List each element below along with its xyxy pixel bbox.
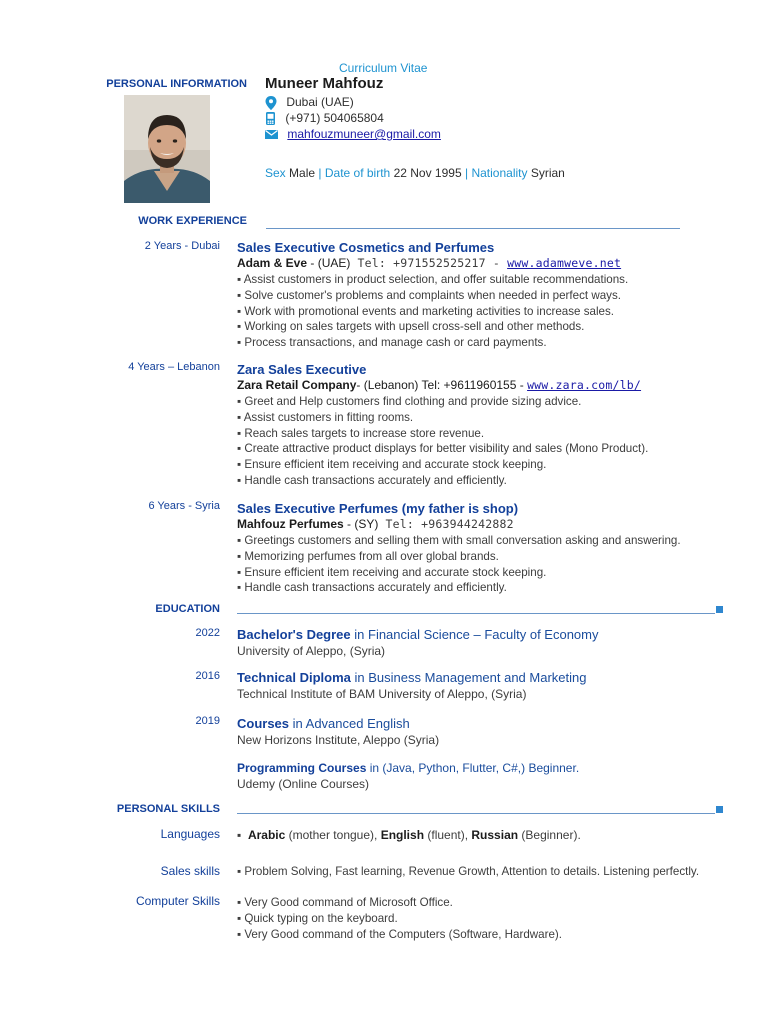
job-title: Sales Executive Cosmetics and Perfumes <box>237 240 495 255</box>
list-item: ▪ Greetings customers and selling them with small conversation asking and answering. <box>237 534 681 547</box>
job-duties-list <box>237 394 648 489</box>
computer-skills-list <box>237 895 562 942</box>
full-name: Muneer Mahfouz <box>265 75 384 92</box>
nationality-label: Nationality <box>471 166 528 180</box>
bullet: ▪ <box>237 828 242 842</box>
document-title: Curriculum Vitae <box>339 61 428 75</box>
job-entry <box>237 362 648 489</box>
section-divider <box>237 813 715 814</box>
degree-field: in (Java, Python, Flutter, C#,) Beginner. <box>366 761 580 775</box>
list-item: ▪ Reach sales targets to increase store revenue. <box>237 426 485 440</box>
job-duties-list <box>237 533 681 596</box>
degree-title: Courses <box>237 716 290 731</box>
location-text: Dubai (UAE) <box>286 95 354 109</box>
degree-title: Programming Courses <box>237 761 367 775</box>
list-item: ▪ Very Good command of Microsoft Office. <box>237 896 453 909</box>
section-marker <box>716 806 723 813</box>
separator: | <box>318 166 322 180</box>
education-entry <box>237 761 579 791</box>
list-item: ▪ Ensure efficient item receiving and accurate stock keeping. <box>237 458 547 472</box>
location-pin-icon <box>265 96 277 110</box>
list-item: ▪ Working on sales targets with upsell cross-sell and other methods. <box>237 320 585 334</box>
education-year: 2016 <box>195 670 220 682</box>
list-item: ▪ Assist customers in product selection, and offer suitable recommendations. <box>237 273 629 286</box>
degree-field: in Advanced English <box>289 716 410 731</box>
degree-title: Technical Diploma <box>237 670 351 685</box>
institution: University of Aleppo, (Syria) <box>237 644 386 658</box>
phone-text: (+971) 504065804 <box>285 111 384 125</box>
dob-value: 22 Nov 1995 <box>393 166 462 180</box>
institution: Udemy (Online Courses) <box>237 777 370 791</box>
list-item: ▪ Ensure efficient item receiving and accurate stock keeping. <box>237 565 547 579</box>
language-name: Arabic <box>247 828 286 842</box>
email-row <box>265 127 441 141</box>
job-title: Zara Sales Executive <box>237 362 367 377</box>
separator: | <box>464 166 469 180</box>
location-row <box>265 95 354 110</box>
institution: New Horizons Institute, Aleppo (Syria) <box>237 733 440 747</box>
education-entry <box>237 716 439 747</box>
computer-skills-label: Computer Skills <box>135 894 220 908</box>
personal-skills-heading: PERSONAL SKILLS <box>116 803 220 815</box>
phone-icon <box>265 112 276 125</box>
list-item: ▪ Very Good command of the Computers (Software, Hardware). <box>237 927 563 941</box>
sex-value: Male <box>289 166 316 180</box>
list-item: ▪ Memorizing perfumes from all over global brands. <box>237 549 499 563</box>
company-name: Zara Retail Company <box>237 378 357 392</box>
list-item: ▪ Handle cash transactions accurately and efficiently. <box>237 473 507 487</box>
email-link[interactable]: mahfouzmuneer@gmail.com <box>287 127 441 141</box>
list-item: ▪ Quick typing on the keyboard. <box>237 911 398 925</box>
phone-row <box>265 111 384 125</box>
degree-field: in Financial Science – Faculty of Economy <box>350 627 599 642</box>
job-period: 2 Years - Dubai <box>144 240 220 252</box>
sales-skills-label: Sales skills <box>160 864 220 878</box>
company-location: - (UAE) <box>307 256 351 270</box>
education-entry <box>237 627 599 658</box>
job-period: 4 Years – Lebanon <box>128 361 220 373</box>
languages-value <box>237 828 581 842</box>
job-company-line <box>237 517 681 531</box>
company-name: Mahfouz Perfumes <box>237 517 344 531</box>
company-phone: Tel: +971552525217 - <box>350 256 508 270</box>
section-marker <box>716 606 723 613</box>
job-company-line <box>237 378 648 392</box>
company-website-link[interactable]: www.zara.com/lb/ <box>527 378 642 392</box>
languages-label: Languages <box>160 827 220 841</box>
list-item: ▪ Create attractive product displays for better visibility and sales (Mono Product). <box>237 442 649 456</box>
nationality-value: Syrian <box>530 166 565 180</box>
education-year: 2022 <box>195 627 220 639</box>
sales-skills-value: ▪ Problem Solving, Fast learning, Revenue Growth, Attention to details. Listening perfectly. <box>237 865 700 878</box>
list-item: ▪ Work with promotional events and marketing activities to increase sales. <box>237 304 614 318</box>
job-period: 6 Years - Syria <box>148 500 220 512</box>
degree-field: in Business Management and Marketing <box>350 670 587 685</box>
language-level: (Beginner). <box>518 828 581 842</box>
list-item: ▪ Process transactions, and manage cash or card payments. <box>237 336 547 350</box>
language-level: (mother tongue), <box>285 828 381 842</box>
profile-photo <box>124 95 210 203</box>
language-level: (fluent), <box>424 828 472 842</box>
personal-information-heading: PERSONAL INFORMATION <box>106 78 247 90</box>
section-divider <box>237 613 715 614</box>
education-year: 2019 <box>195 715 220 727</box>
job-title: Sales Executive Perfumes (my father is shop) <box>237 501 519 516</box>
list-item: ▪ Solve customer's problems and complaints when needed in perfect ways. <box>237 288 621 302</box>
company-name: Adam & Eve <box>237 256 308 270</box>
sex-label: Sex <box>265 166 286 180</box>
list-item: ▪ Assist customers in fitting rooms. <box>237 410 414 424</box>
company-website-link[interactable]: www.adamweve.net <box>507 256 622 270</box>
education-entry <box>237 670 586 701</box>
list-item: ▪ Greet and Help customers find clothing and provide sizing advice. <box>237 395 582 408</box>
degree-title: Bachelor's Degree <box>237 627 351 642</box>
company-phone: Tel: +963944242882 <box>378 517 514 531</box>
personal-details-row <box>265 166 565 180</box>
dob-label: Date of birth <box>324 166 391 180</box>
job-entry <box>237 501 681 596</box>
section-divider <box>266 228 680 229</box>
email-icon <box>265 130 278 139</box>
list-item: ▪ Handle cash transactions accurately and efficiently. <box>237 581 507 595</box>
company-location: - (SY) <box>343 517 379 531</box>
job-entry <box>237 240 628 351</box>
language-name: Russian <box>471 828 519 842</box>
work-experience-heading: WORK EXPERIENCE <box>138 215 247 227</box>
company-location-phone: - (Lebanon) Tel: +9611960155 - <box>356 378 528 392</box>
education-heading: EDUCATION <box>155 603 220 615</box>
job-company-line <box>237 256 628 270</box>
language-name: English <box>380 828 425 842</box>
institution: Technical Institute of BAM University of Aleppo, (Syria) <box>237 687 527 701</box>
job-duties-list <box>237 272 628 351</box>
